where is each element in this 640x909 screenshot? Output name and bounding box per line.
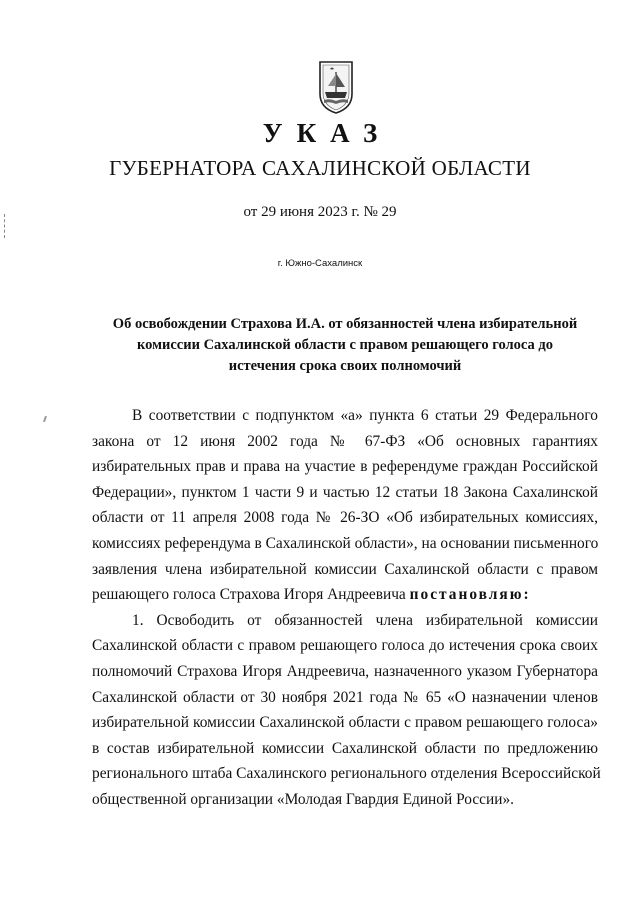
document-subject (92, 314, 598, 377)
subject-line: истечения срока своих полномочий (228, 358, 462, 374)
text-line: комиссиях референдума в Сахалинской области», на основании письменного (92, 534, 599, 552)
subject-line: комиссии Сахалинской области с правом решающего голоса до (137, 337, 553, 353)
text-line: в состав избирательной комиссии Сахалинской области по предложению (92, 739, 598, 757)
text-line: 1. Освободить от обязанностей члена избирательной комиссии (132, 611, 598, 629)
preamble-paragraph (92, 403, 598, 608)
text-line: Сахалинской области от 30 ноября 2021 года № 65 «О назначении членов (92, 688, 598, 706)
subject-line: Об освобождении Страхова И.А. от обязанностей члена избирательной (112, 316, 578, 332)
document-date: от 29 июня 2023 г. № 29 (243, 204, 397, 220)
document-body (92, 403, 601, 813)
document-title: УКАЗ (262, 118, 392, 148)
text-line: Федерации», пунктом 1 части 9 и частью 12 статьи 18 Закона Сахалинской (92, 483, 598, 501)
text-line: Сахалинской области с правом решающего голоса до истечения срока своих (92, 637, 598, 655)
document-subtitle: ГУБЕРНАТОРА САХАЛИНСКОЙ ОБЛАСТИ (109, 156, 531, 180)
decree-word: постановляю: (409, 586, 531, 604)
sakhalin-coat-of-arms-icon (318, 60, 354, 114)
text-line: регионального штаба Сахалинского регионального отделения Всероссийской (92, 765, 601, 783)
item-1-paragraph (92, 608, 601, 813)
text-line: общественной организации «Молодая Гвардия Единой России». (92, 790, 515, 808)
document-city: г. Южно-Сахалинск (277, 258, 363, 269)
text-fragment: решающего голоса Страхова Игоря Андреевича (92, 586, 406, 604)
text-line: избирательной комиссии Сахалинской области с правом решающего голоса» (92, 714, 598, 732)
text-line: заявления члена избирательной комиссии Сахалинской области с правом (92, 560, 598, 578)
text-line (92, 582, 598, 608)
text-line: полномочий Страхова Игоря Андреевича, назначенного указом Губернатора (92, 662, 598, 680)
text-line: закона от 12 июня 2002 года № 67-ФЗ «Об основных гарантиях (92, 432, 598, 450)
text-line: области от 11 апреля 2008 года № 26-ЗО «Об избирательных комиссиях, (92, 509, 598, 527)
scan-speck (43, 416, 47, 422)
text-line: В соответствии с подпунктом «а» пункта 6 статьи 29 Федерального (132, 407, 598, 424)
text-line: избирательных прав и права на участие в референдуме граждан Российской (92, 458, 598, 476)
